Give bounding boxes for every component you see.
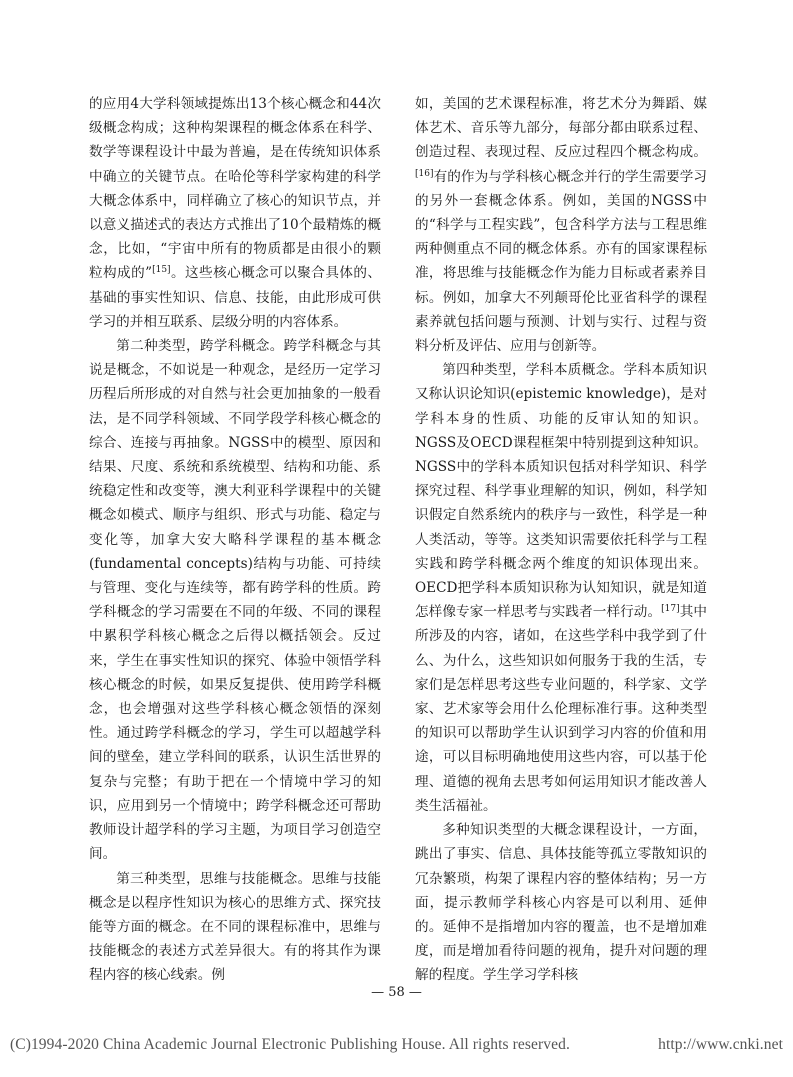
paragraph-cross-disciplinary: 第二种类型，跨学科概念。跨学科概念与其说是概念，不如说是一种观念，是经历一定学习历程后所形成的对自然与社会更加抽象的一般看法，是不同学科领域、不同学段学科核心概念的综合、连接与再抽象。NGSS中的模型、原因和结果、尺度、系统和系统模型、结构和功能、系统稳定性和改变等，澳大利亚科学课程中的关键概念如模式、顺序与组织、形式与功能、稳定与变化等，加拿大安大略科学课程的基本概念(fundamental concepts)结构与功能、可持续与管理、变化与连续等，都有跨学科的性质。跨学科概念的学习需要在不同的年级、不同的课程中累积学科核心概念之后得以概括领会。反过来，学生在事实性知识的探究、体验中领悟学科核心概念的时候，如果反复提供、使用跨学科概念，也会增强对这些学科核心概念领悟的深刻性。通过跨学科概念的学习，学生可以超越学科间的壁垒，建立学科间的联系，认识生活世界的复杂与完整；有助于把在一个情境中学习的知识，应用到另一个情境中；跨学科概念还可帮助教师设计超学科的学习主题，为项目学习创造空间。 [89,338,381,863]
paragraph-continuation [415,92,707,358]
text-run: 有的作为与学科核心概念并行的学生需要学习的另外一套概念体系。例如，美国的NGSS中的“科学与工程实践”，包含科学方法与工程思维两种侧重点不同的概念体系。亦有的国家课程标准，将思维与技能概念作为能力目标或者素养目标。例如，加拿大不列颠哥伦比亚省科学的课程素养就包括问题与预测、计划与实行、过程与资料分析及评估、应用与创新等。 [415,168,707,355]
copyright-text: (C)1994-2020 China Academic Journal Electronic Publishing House. All rights reserved. [10,1036,570,1053]
text-run: 其中所涉及的内容，诸如，在这些学科中我学到了什么、为什么，这些知识如何服务于我的生活，专家们是怎样思考这些专业问题的，科学家、文学家、艺术家等会用什么伦理标准行事。这种类型的知识可以帮助学生认识到学习内容的价值和用途，可以目标明确地使用这些内容，可以基于伦理、道德的视角去思考如何运用知识才能改善人类生活福祉。 [415,604,708,814]
citation-ref: [17] [661,604,680,615]
page-number: — 58 — [371,985,422,1000]
text-run: 。这些核心概念可以聚合具体的、基础的事实性知识、信息、技能，由此形成可供学习的并相互联系、层级分明的内容体系。 [89,265,382,330]
paragraph-summary: 多种知识类型的大概念课程设计，一方面，跳出了事实、信息、具体技能等孤立零散知识的冗杂繁琐，构架了课程内容的整体结构；另一方面，提示教师学科核心内容是可以利用、延伸的。延伸不是指增加内容的覆盖，也不是增加难度，而是增加看待问题的视角，提升对问题的理解的程度。学生学习学科核 [415,822,707,984]
copyright-footer [10,1036,783,1054]
text-run: 如，美国的艺术课程标准，将艺术分为舞蹈、媒体艺术、音乐等九部分，每部分都由联系过程、创造过程、表现过程、反应过程四个概念构成。 [415,96,707,161]
paragraph-continuation [89,92,381,334]
paragraph-thinking-skills: 第三种类型，思维与技能概念。思维与技能概念是以程序性知识为核心的思维方式、探究技能等方面的概念。在不同的课程标准中，思维与技能概念的表述方式差异很大。有的将其作为课程内容的核心线索。例 [89,870,381,984]
right-column [415,92,707,988]
left-column [89,92,381,988]
citation-ref: [16] [415,168,434,179]
footer-url: http://www.cnki.net [658,1036,783,1053]
citation-ref: [15] [152,265,171,276]
text-run: 第四种类型，学科本质概念。学科本质知识又称认识论知识(epistemic knowledge)，是对学科本身的性质、功能的反审认知的知识。NGSS及OECD课程框架中特别提到这种知识。NGSS中的学科本质知识包括对科学知识、科学探究过程、科学事业理解的知识，例如，科学知识假定自然系统内的秩序与一致性，科学是一种人类活动，等等。这类知识需要依托科学与工程实践和跨学科概念两个维度的知识体现出来。OECD把学科本质知识称为认知知识，就是知道怎样像专家一样思考与实践者一样行动。 [415,362,707,621]
text-run: 的应用4大学科领域提炼出13个核心概念和44次级概念构成；这种构架课程的概念体系在科学、数学等课程设计中最为普遍，是在传统知识体系中确立的关键节点。在哈伦等科学家构建的科学大概念体系中，同样确立了核心的知识节点，并以意义描述式的表达方式推出了10个最精炼的概念，比如，“宇宙中所有的物质都是由很小的颗粒构成的” [89,96,381,282]
paragraph-disciplinary-nature [415,358,707,818]
